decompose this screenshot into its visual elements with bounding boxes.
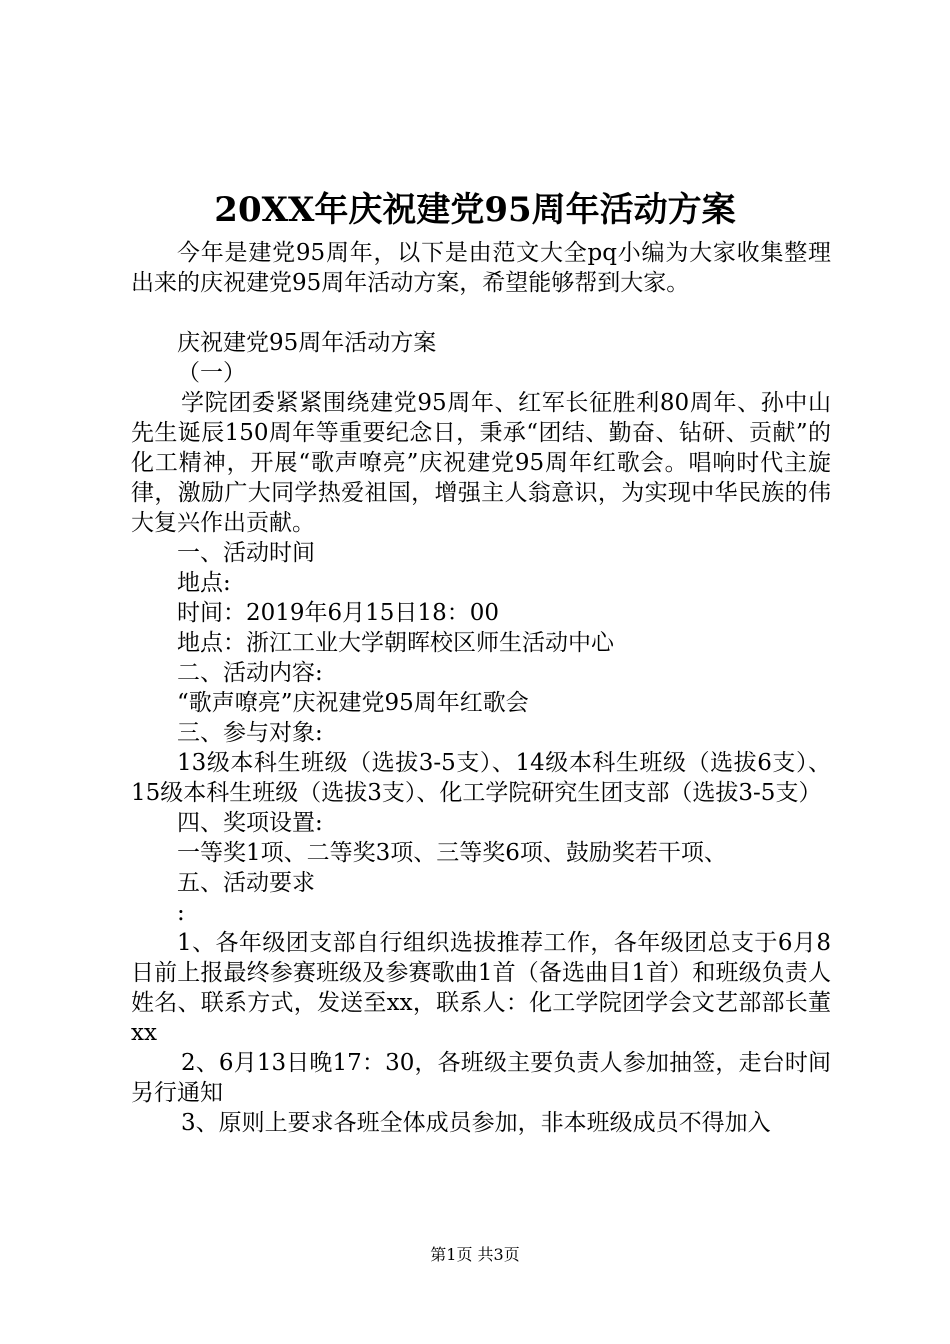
requirement-1: 1、各年级团支部自行组织选拔推荐工作，各年级团总支于6月8日前上报最终参赛班级及参赛歌曲1首（备选曲目1首）和班级负责人姓名、联系方式，发送至xx，联系人：化工学院团学会文艺部部长董xx xyxy=(131,930,831,1046)
requirement-3: 3、原则上要求各班全体成员参加，非本班级成员不得加入 xyxy=(181,1110,771,1136)
document-title: 20XX年庆祝建党95周年活动方案 xyxy=(214,190,736,230)
item-heading-content: 二、活动内容: xyxy=(177,660,323,686)
requirement-2: 2、6月13日晚17：30，各班级主要负责人参加抽签，走台时间另行通知 xyxy=(131,1050,831,1106)
background-paragraph: 学院团委紧紧围绕建党95周年、红军长征胜利80周年、孙中山先生诞辰150周年等重要纪念日，秉承“团结、勤奋、钻研、贡献”的化工精神，开展“歌声嘹亮”庆祝建党95周年红歌会。唱响时代主旋律，激励广大同学热爱祖国，增强主人翁意识，为实现中华民族的伟大复兴作出贡献。 xyxy=(131,390,831,536)
item-heading-participants: 三、参与对象: xyxy=(177,720,323,746)
item-location-label: 地点: xyxy=(177,570,231,596)
item-heading-awards: 四、奖项设置: xyxy=(177,810,323,836)
item-location-detail: 地点：浙江工业大学朝晖校区师生活动中心 xyxy=(177,630,614,656)
subsection-number: （一） xyxy=(177,360,246,386)
item-time-detail: 时间：2019年6月15日18：00 xyxy=(177,600,499,626)
document-body xyxy=(131,238,831,1138)
page-footer: 第1页 共3页 xyxy=(430,1245,520,1264)
item-awards-detail: 一等奖1项、二等奖3项、三等奖6项、鼓励奖若干项、 xyxy=(177,840,727,866)
blank-line xyxy=(131,298,831,328)
item-heading-requirements: 五、活动要求 xyxy=(177,870,315,896)
item-heading-time: 一、活动时间 xyxy=(177,540,315,566)
item-participants-detail: 13级本科生班级（选拔3-5支）、14级本科生班级（选拔6支）、15级本科生班级（选拔3支）、化工学院研究生团支部（选拔3-5支） xyxy=(131,750,831,806)
intro-paragraph: 今年是建党95周年，以下是由范文大全pq小编为大家收集整理出来的庆祝建党95周年活动方案，希望能够帮到大家。 xyxy=(131,240,831,296)
stray-colon: : xyxy=(177,900,185,926)
section-heading: 庆祝建党95周年活动方案 xyxy=(177,330,437,356)
item-content-detail: “歌声嘹亮”庆祝建党95周年红歌会 xyxy=(177,690,529,716)
